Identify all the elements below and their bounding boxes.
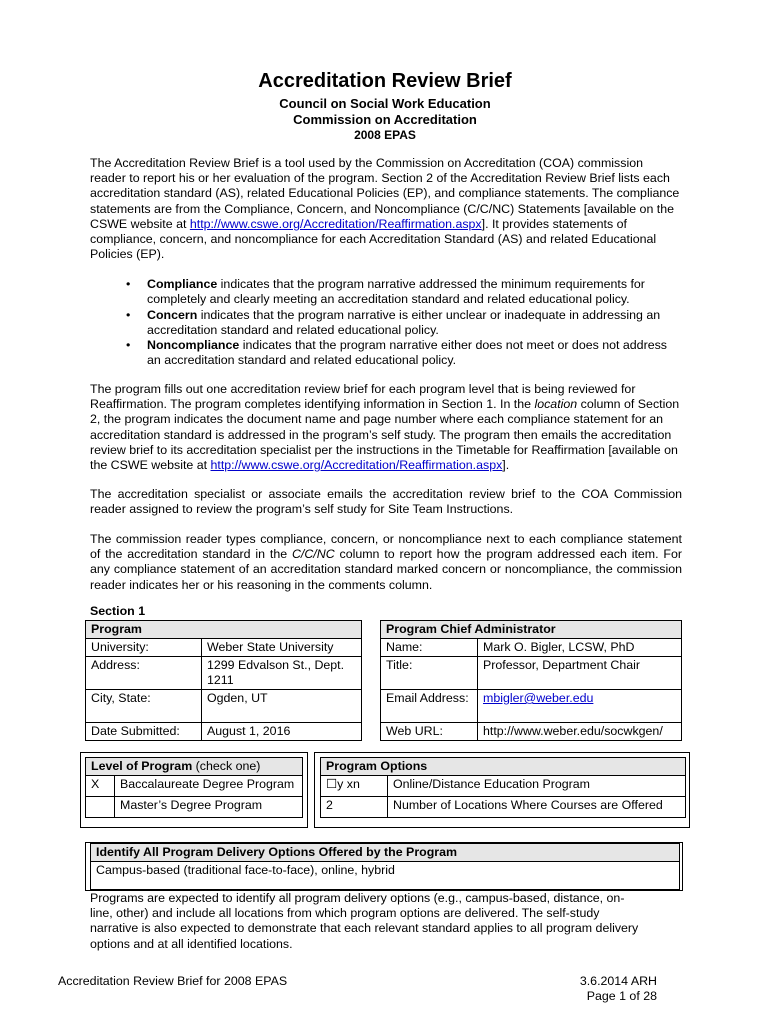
footer-date: 3.6.2014 ARH	[579, 974, 657, 988]
email-link[interactable]: mbigler@weber.edu	[483, 691, 594, 705]
definition-text: indicates that the program narrative either does not meet or does not address an accreditation standard and related educational policy.	[147, 338, 667, 368]
process-text-a: The program fills out one accreditation review brief for each program level that is being reviewed for Reaffirmation. The program completes identifying information in Section 1. In the	[90, 382, 636, 412]
masters-label: Master’s Degree Program	[115, 797, 303, 818]
table-row	[86, 657, 362, 690]
table-row	[381, 657, 682, 690]
bullet-icon: •	[126, 307, 131, 322]
university-label: University:	[86, 639, 202, 657]
delivery-note-paragraph: Programs are expected to identify all program delivery options (e.g., campus-based, distance, on-line, other) and include all locations from which program options are delivered. The self-study narrative is also expected to demonstrate that each relevant standard applies to all program delivery options and at all identified locations.	[90, 891, 639, 951]
email-cell	[478, 690, 682, 723]
table-row	[86, 639, 362, 657]
options-header: Program Options	[321, 758, 686, 776]
title-value: Professor, Department Chair	[478, 657, 682, 690]
timetable-link[interactable]: http://www.cswe.org/Accreditation/Reaffirmation.aspx	[210, 458, 503, 473]
list-item	[126, 277, 682, 308]
locations-label: Number of Locations Where Courses are Offered	[388, 797, 686, 818]
city-label: City, State:	[86, 690, 202, 723]
level-header-note: (check one)	[192, 759, 261, 773]
university-value: Weber State University	[202, 639, 362, 657]
definition-text: indicates that the program narrative addressed the minimum requirements for completely and clearly meeting an accreditation standard and related educational policy.	[147, 277, 645, 307]
table-row	[381, 639, 682, 657]
process-text-b: column of Section 2, the program indicates the document name and page number where each compliance statement for an accreditation standard is addressed in the program’s self study. The program then emails the accreditation review brief to its accreditation specialist per the instructions in the Timetable for Reaffirmation [available on the CSWE website at	[90, 397, 680, 473]
bullet-icon: •	[126, 338, 131, 353]
list-item	[126, 338, 682, 369]
definition-list	[126, 277, 682, 369]
level-header-bold: Level of Program	[91, 759, 193, 773]
specialist-paragraph: The accreditation specialist or associate emails the accreditation review brief to the COA Commission reader assigned to review the program’s self study for Site Team Instructions.	[90, 487, 682, 517]
city-value: Ogden, UT	[202, 690, 362, 723]
table-row	[86, 690, 362, 723]
options-table	[320, 757, 686, 818]
term-concern: Concern	[147, 307, 198, 322]
process-text-c: ].	[502, 458, 510, 473]
list-item	[126, 308, 682, 339]
section-heading: Section 1	[90, 604, 146, 618]
online-label: Online/Distance Education Program	[388, 776, 686, 797]
table-row	[321, 776, 686, 797]
program-table	[85, 620, 362, 741]
term-compliance: Compliance	[147, 277, 218, 291]
title-label: Title:	[381, 657, 478, 690]
reader-text-a: The commission reader types compliance, concern, or noncompliance next to each compliance statement of the accreditation standard in the	[90, 532, 682, 562]
name-value: Mark O. Bigler, LCSW, PhD	[478, 639, 682, 657]
program-header: Program	[86, 621, 362, 639]
intro-text-2: ]. It provides statements of compliance, concern, and noncompliance for each Accreditation Standard (AS) and related Educational Policies (EP).	[90, 216, 657, 262]
reader-paragraph	[90, 532, 682, 593]
locations-count[interactable]: 2	[321, 797, 388, 818]
location-term: location	[534, 397, 578, 412]
reader-text-b: column to report how the program addressed each item. For any compliance statement of an accreditation standard marked concern or noncompliance, the commission reader indicates her or his reasoning in the comments column.	[90, 547, 682, 592]
delivery-value: Campus-based (traditional face-to-face), online, hybrid	[91, 862, 680, 890]
table-row	[381, 690, 682, 723]
web-url-value: http://www.weber.edu/socwkgen/	[478, 723, 682, 741]
address-value: 1299 Edvalson St., Dept. 1211	[202, 657, 362, 690]
definition-text: indicates that the program narrative is either unclear or inadequate in addressing an accreditation standard and related educational policy.	[147, 307, 661, 337]
table-row	[86, 776, 303, 797]
administrator-header: Program Chief Administrator	[381, 621, 682, 639]
page-number: Page 1 of 28	[586, 989, 657, 1003]
intro-text-1: The Accreditation Review Brief is a tool used by the Commission on Accreditation (COA) commission reader to report his or her evaluation of the program. Section 2 of the Accreditation Review Brief lists each accreditation standard (AS), related Educational Policies (EP), and compliance statements. The compliance statements are from the Compliance, Concern, and Noncompliance (C/C/NC) Statements [available on the CSWE website at	[90, 156, 680, 231]
table-row	[381, 723, 682, 741]
delivery-table	[90, 843, 680, 890]
delivery-header: Identify All Program Delivery Options Offered by the Program	[91, 844, 680, 862]
table-row	[86, 723, 362, 741]
intro-link[interactable]: http://www.cswe.org/Accreditation/Reaffirmation.aspx	[189, 216, 482, 231]
subtitle-epas: 2008 EPAS	[354, 128, 416, 142]
address-label: Address:	[86, 657, 202, 690]
baccalaureate-check[interactable]: X	[86, 776, 115, 797]
bullet-icon: •	[126, 277, 131, 291]
footer-doc-title: Accreditation Review Brief for 2008 EPAS	[58, 974, 288, 988]
process-paragraph	[90, 382, 682, 473]
online-check[interactable]: ☐y xn	[321, 776, 388, 797]
email-label: Email Address:	[381, 690, 478, 723]
table-row	[86, 797, 303, 818]
level-header	[86, 758, 303, 776]
term-noncompliance: Noncompliance	[147, 338, 240, 353]
masters-check[interactable]	[86, 797, 115, 818]
subtitle-commission: Commission on Accreditation	[293, 112, 477, 127]
level-table	[85, 757, 303, 818]
web-url-label: Web URL:	[381, 723, 478, 741]
subtitle-council: Council on Social Work Education	[279, 96, 491, 111]
document-title: Accreditation Review Brief	[258, 70, 512, 92]
date-label: Date Submitted:	[86, 723, 202, 741]
name-label: Name:	[381, 639, 478, 657]
date-value: August 1, 2016	[202, 723, 362, 741]
table-row	[321, 797, 686, 818]
baccalaureate-label: Baccalaureate Degree Program	[115, 776, 303, 797]
administrator-table	[380, 620, 682, 741]
intro-paragraph	[90, 156, 682, 262]
ccnc-term: C/C/NC	[291, 547, 335, 562]
